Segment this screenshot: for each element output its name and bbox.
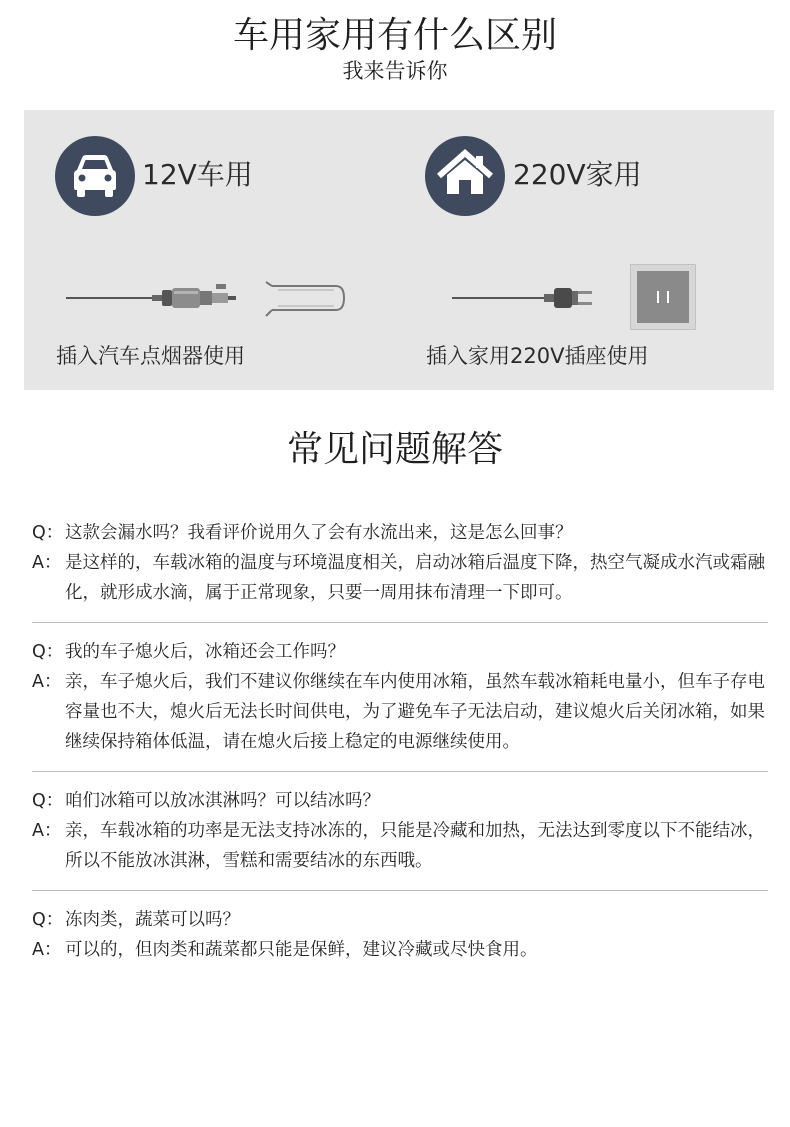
faq-question-row: [32, 637, 768, 667]
page-title: 车用家用有什么区别: [232, 15, 557, 56]
faq-item: [32, 637, 768, 772]
faq-answer-row: [32, 548, 768, 608]
faq-question: 冻肉类，蔬菜可以吗？: [65, 910, 240, 930]
question-prefix: Q：: [32, 910, 64, 930]
home-plug-caption: 插入家用220V插座使用: [426, 344, 649, 368]
faq-question-row: [32, 518, 768, 548]
faq-question: 咱们冰箱可以放冰淇淋吗？可以结冰吗？: [65, 791, 380, 811]
answer-prefix: A：: [32, 821, 62, 841]
faq-answer-row: [32, 935, 768, 965]
faq-answer-row: [32, 667, 768, 757]
faq-answer-row: [32, 816, 768, 876]
faq-question-row: [32, 786, 768, 816]
page-subtitle: 我来告诉你: [342, 59, 448, 83]
car-mode-label: 12V车用: [142, 158, 253, 191]
faq-item: [32, 518, 768, 623]
faq-title: 常见问题解答: [286, 429, 503, 470]
house-icon: [425, 136, 505, 216]
faq-answer: 可以的，但肉类和蔬菜都只能是保鲜，建议冷藏或尽快食用。: [65, 940, 538, 960]
wall-socket-icon: [630, 264, 696, 330]
car-plug-illustration: [66, 278, 352, 324]
question-prefix: Q：: [32, 523, 64, 543]
faq-item: [32, 786, 768, 891]
car-plug-caption: 插入汽车点烟器使用: [56, 344, 245, 368]
answer-prefix: A：: [32, 553, 62, 573]
faq-list: [32, 518, 768, 993]
faq-answer: 是这样的，车载冰箱的温度与环境温度相关，启动冰箱后温度下降，热空气凝成水汽或霜融化，就形成水滴，属于正常现象，只要一周用抹布清理一下即可。: [65, 553, 765, 603]
question-prefix: Q：: [32, 642, 64, 662]
home-mode-label: 220V家用: [513, 158, 642, 191]
faq-question: 我的车子熄火后，冰箱还会工作吗？: [65, 642, 345, 662]
home-plug-illustration: [452, 282, 602, 318]
comparison-panel: [24, 110, 774, 390]
faq-question: 这款会漏水吗？我看评价说用久了会有水流出来，这是怎么回事？: [65, 523, 573, 543]
answer-prefix: A：: [32, 672, 62, 692]
faq-question-row: [32, 905, 768, 935]
question-prefix: Q：: [32, 791, 64, 811]
faq-item: [32, 905, 768, 979]
faq-answer: 亲，车子熄火后，我们不建议你继续在车内使用冰箱，虽然车载冰箱耗电量小，但车子存电容量也不大，熄火后无法长时间供电，为了避免车子无法启动，建议熄火后关闭冰箱，如果继续保持箱体低温，请在熄火后接上稳定的电源继续使用。: [65, 672, 765, 752]
faq-answer: 亲，车载冰箱的功率是无法支持冰冻的，只能是冷藏和加热，无法达到零度以下不能结冰，所以不能放冰淇淋，雪糕和需要结冰的东西哦。: [65, 821, 765, 871]
answer-prefix: A：: [32, 940, 62, 960]
car-icon: [55, 136, 135, 216]
